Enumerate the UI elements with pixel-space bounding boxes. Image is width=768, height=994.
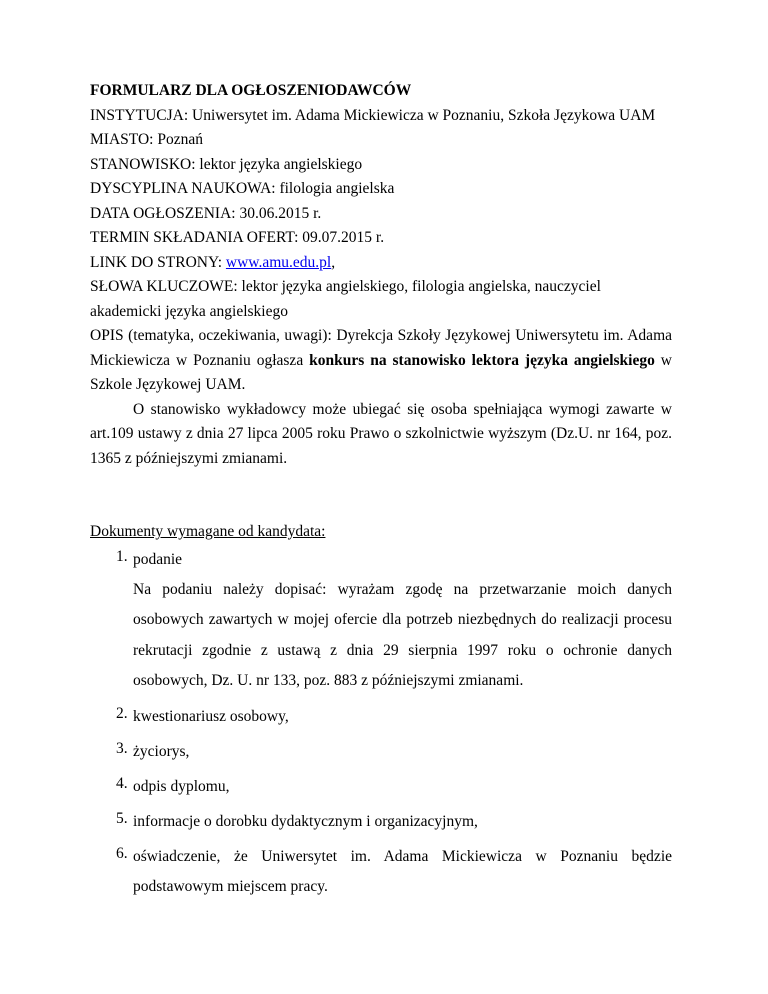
institution-field: INSTYTUCJA: Uniwersytet im. Adama Mickiewicza w Poznaniu, Szkoła Językowa UAM xyxy=(90,106,656,124)
list-item-text: kwestionariusz osobowy, xyxy=(133,707,289,725)
spacer xyxy=(90,471,672,520)
list-item-number: 5. xyxy=(116,809,128,827)
list-item xyxy=(90,807,672,837)
list-item-number: 6. xyxy=(116,844,128,862)
position-field: STANOWISKO: lektor języka angielskiego xyxy=(90,155,363,173)
list-item-note: Na podaniu należy dopisać: wyrażam zgodę na przetwarzanie moich danych osobowych zawartych w mojej ofercie dla potrzeb niezbędnych do realizacji procesu rekrutacji zgodnie z ustawą z dnia 29 sierpnia 1997 roku o ochronie danych osobowych, Dz. U. nr 133, poz. 883 z późniejszymi zmianami. xyxy=(133,580,672,689)
list-item-text: odpis dyplomu, xyxy=(133,777,230,795)
requirements-paragraph: O stanowisko wykładowcy może ubiegać się osoba spełniająca wymogi zawarte w art.109 ustawy z dnia 27 lipca 2005 roku Prawo o szkolnictwie wyższym (Dz.U. nr 164, poz. 1365 z późniejszymi zmianami. xyxy=(90,400,672,467)
announcement-date-field: DATA OGŁOSZENIA: 30.06.2015 r. xyxy=(90,204,322,222)
deadline-field: TERMIN SKŁADANIA OFERT: 09.07.2015 r. xyxy=(90,229,385,246)
list-item-number: 4. xyxy=(116,774,128,792)
list-item-text: życiorys, xyxy=(133,742,190,760)
discipline-field: DYSCYPLINA NAUKOWA: filologia angielska xyxy=(90,180,395,197)
documents-heading: Dokumenty wymagane od kandydata: xyxy=(90,523,326,540)
keywords-field-line1: SŁOWA KLUCZOWE: lektor języka angielskiego, filologia angielska, nauczyciel xyxy=(90,278,601,295)
list-item-number: 2. xyxy=(116,704,128,722)
list-item-number: 1. xyxy=(116,547,128,565)
website-link[interactable]: www.amu.edu.pl xyxy=(225,253,332,271)
list-item xyxy=(90,702,672,732)
description-bold: konkurs na stanowisko lektora języka angielskiego xyxy=(309,351,655,369)
website-label: LINK DO STRONY: xyxy=(90,253,226,271)
list-item-text: informacje o dorobku dydaktycznym i organizacyjnym, xyxy=(133,812,478,830)
description-rest: w Szkole Językowej UAM. xyxy=(90,351,672,393)
list-item xyxy=(90,545,672,697)
list-item xyxy=(90,737,672,767)
city-field: MIASTO: Poznań xyxy=(90,131,203,148)
form-heading: FORMULARZ DLA OGŁOSZENIODAWCÓW xyxy=(90,82,412,99)
list-item-text: podanie xyxy=(133,550,183,568)
list-item xyxy=(90,842,672,902)
list-item-text: oświadczenie, że Uniwersytet im. Adama Mickiewicza w Poznaniu będzie podstawowym miejscem pracy. xyxy=(133,847,672,895)
website-field xyxy=(90,251,672,276)
description-paragraph xyxy=(90,324,672,398)
list-item-number: 3. xyxy=(116,739,128,757)
list-item xyxy=(90,772,672,802)
keywords-field-line2: akademicki języka angielskiego xyxy=(90,302,288,320)
document-page xyxy=(90,79,672,907)
website-suffix: , xyxy=(331,253,336,271)
documents-list xyxy=(90,545,672,902)
description-intro: OPIS (tematyka, oczekiwania, uwagi): Dyrekcja Szkoły Językowej Uniwersytetu im. Adama Mickiewicza w Poznaniu ogłasza xyxy=(90,327,672,369)
